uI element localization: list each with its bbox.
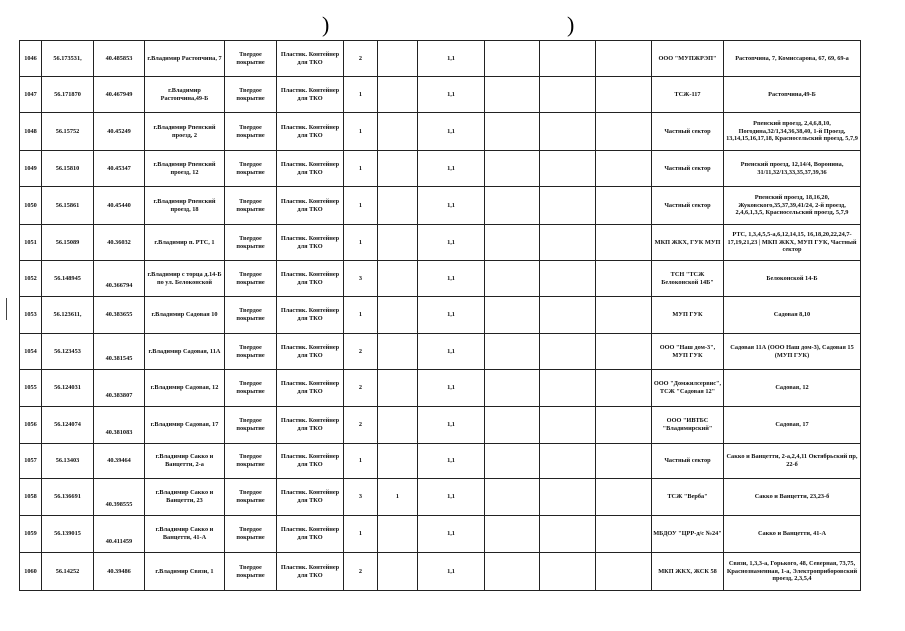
owner: ООО "МУПЖРЭП" [652,41,724,77]
served-objects: Растопчина,49-Б [724,77,861,113]
served-objects: Рпенский проезд, 18,16,20, Жуковского,35,37,39,41/24, 2-й проезд, 2,4,6,1,3,5, Красносельский проезд, 5,7,9 [724,187,861,225]
latitude: 56.139015 [42,516,94,553]
table-row [20,151,861,187]
table-row [20,444,861,479]
row-number: 1046 [20,41,42,77]
served-objects: Рпенский проезд, 2,4,6,8,10, Погодина,32/1,34,36,38,40, 1-й Проезд, 13,14,15,16,17,18, Красносельский проезд, 5,7,9 [724,113,861,151]
container-type: Пластик. Контейнер для ТКО [277,553,344,591]
empty-cell [596,225,652,261]
empty-cell [485,334,540,370]
scan-mark: ) [567,12,575,37]
latitude: 56.14252 [42,553,94,591]
longitude: 40.381083 [94,407,145,444]
row-number: 1056 [20,407,42,444]
row-number: 1053 [20,297,42,334]
longitude: 40.39464 [94,444,145,479]
latitude: 56.13403 [42,444,94,479]
latitude: 56.173531, [42,41,94,77]
longitude: 40.45249 [94,113,145,151]
container-type: Пластик. Контейнер для ТКО [277,77,344,113]
surface-type: Твердое покрытие [225,334,277,370]
row-number: 1057 [20,444,42,479]
container-volume: 1,1 [418,516,485,553]
container-count: 1 [344,151,378,187]
extra-count [378,113,418,151]
container-count: 2 [344,334,378,370]
row-number: 1054 [20,334,42,370]
address: г.Владимир Садовая, 11А [145,334,225,370]
empty-cell [596,261,652,297]
surface-type: Твердое покрытие [225,41,277,77]
extra-count [378,151,418,187]
empty-cell [485,113,540,151]
owner: Частный сектор [652,113,724,151]
table-row [20,113,861,151]
surface-type: Твердое покрытие [225,261,277,297]
longitude: 40.366794 [94,261,145,297]
longitude: 40.39486 [94,553,145,591]
owner: Частный сектор [652,151,724,187]
latitude: 56.15810 [42,151,94,187]
container-count: 3 [344,261,378,297]
latitude: 56.15861 [42,187,94,225]
container-type: Пластик. Контейнер для ТКО [277,407,344,444]
extra-count [378,261,418,297]
latitude: 56.123611, [42,297,94,334]
empty-cell [485,261,540,297]
owner: ТСЖ-117 [652,77,724,113]
container-volume: 1,1 [418,77,485,113]
empty-cell [596,113,652,151]
empty-cell [540,516,596,553]
container-type: Пластик. Контейнер для ТКО [277,444,344,479]
address: г.Владимир Связи, 1 [145,553,225,591]
container-type: Пластик. Контейнер для ТКО [277,516,344,553]
container-volume: 1,1 [418,334,485,370]
row-number: 1047 [20,77,42,113]
container-count: 1 [344,77,378,113]
empty-cell [596,444,652,479]
longitude: 40.398555 [94,479,145,516]
table-row [20,225,861,261]
empty-cell [596,479,652,516]
owner: МБДОУ "ЦРР-д/с №24" [652,516,724,553]
empty-cell [540,261,596,297]
extra-count [378,370,418,407]
empty-cell [485,297,540,334]
owner: МКП ЖКХ, ЖСК 58 [652,553,724,591]
container-type: Пластик. Контейнер для ТКО [277,41,344,77]
latitude: 56.136691 [42,479,94,516]
empty-cell [540,41,596,77]
table-row [20,187,861,225]
longitude: 40.45440 [94,187,145,225]
address: г.Владимир Сакко и Ванцетти, 23 [145,479,225,516]
empty-cell [540,113,596,151]
owner: ООО "ИВТБС "Владимирский" [652,407,724,444]
empty-cell [596,516,652,553]
empty-cell [485,41,540,77]
container-volume: 1,1 [418,553,485,591]
owner: ООО "Наш дом-3", МУП ГУК [652,334,724,370]
served-objects: Рпенский проезд, 12,14/4, Воронина, 31/11,32/13,33,35,37,39,36 [724,151,861,187]
longitude: 40.411459 [94,516,145,553]
address: г.Владимир Садовая, 17 [145,407,225,444]
table-row [20,261,861,297]
longitude: 40.383655 [94,297,145,334]
owner: Частный сектор [652,187,724,225]
container-volume: 1,1 [418,297,485,334]
latitude: 56.15089 [42,225,94,261]
longitude: 40.467949 [94,77,145,113]
container-volume: 1,1 [418,444,485,479]
empty-cell [485,77,540,113]
served-objects: Белоконской 14-Б [724,261,861,297]
table-row [20,479,861,516]
container-volume: 1,1 [418,187,485,225]
served-objects: Садовая 8,10 [724,297,861,334]
container-count: 2 [344,407,378,444]
longitude: 40.381545 [94,334,145,370]
container-count: 2 [344,41,378,77]
container-volume: 1,1 [418,225,485,261]
waste-sites-table [19,40,861,591]
container-type: Пластик. Контейнер для ТКО [277,370,344,407]
empty-cell [540,407,596,444]
container-count: 1 [344,297,378,334]
latitude: 56.15752 [42,113,94,151]
row-number: 1058 [20,479,42,516]
longitude: 40.36032 [94,225,145,261]
container-volume: 1,1 [418,151,485,187]
empty-cell [485,444,540,479]
empty-cell [596,334,652,370]
owner: ООО "Домжилсервис", ТСЖ "Садовая 12" [652,370,724,407]
container-count: 2 [344,553,378,591]
surface-type: Твердое покрытие [225,516,277,553]
address: г.Владимир Растопчина,49-Б [145,77,225,113]
container-count: 2 [344,370,378,407]
empty-cell [485,151,540,187]
address: г.Владимир Рпенский проезд, 18 [145,187,225,225]
surface-type: Твердое покрытие [225,370,277,407]
empty-cell [596,151,652,187]
empty-cell [596,187,652,225]
served-objects: Сакко и Ванцетти, 41-А [724,516,861,553]
empty-cell [540,370,596,407]
extra-count [378,553,418,591]
empty-cell [540,334,596,370]
surface-type: Твердое покрытие [225,225,277,261]
empty-cell [540,77,596,113]
served-objects: РТС, 1,3,4,5,5-а,6,12,14,15, 16,18,20,22,24,7-17,19,21,23 | МКП ЖКХ, МУП ГУК, Частный сектор [724,225,861,261]
empty-cell [540,151,596,187]
row-number: 1059 [20,516,42,553]
served-objects: Связи, 1,3,3-а, Горького, 48, Северная, 73,75, Краснознаменная, 1-а, Электроприборовский проезд, 2,3,5,4 [724,553,861,591]
served-objects: Растопчина, 7, Комиссарова, 67, 69, 69-а [724,41,861,77]
extra-count [378,77,418,113]
extra-count [378,187,418,225]
surface-type: Твердое покрытие [225,151,277,187]
owner: МКП ЖКХ, ГУК МУП [652,225,724,261]
empty-cell [485,370,540,407]
latitude: 56.123453 [42,334,94,370]
container-volume: 1,1 [418,370,485,407]
owner: МУП ГУК [652,297,724,334]
table-row [20,370,861,407]
served-objects: Сакко и Ванцетти, 2-а,2,4,11 Октябрьский пр, 22-б [724,444,861,479]
empty-cell [485,516,540,553]
container-count: 1 [344,187,378,225]
scan-mark: ) [322,12,330,37]
empty-cell [485,407,540,444]
container-type: Пластик. Контейнер для ТКО [277,261,344,297]
scan-edge-line [6,298,7,320]
empty-cell [540,553,596,591]
longitude: 40.383807 [94,370,145,407]
address: г.Владимир Садовая, 12 [145,370,225,407]
surface-type: Твердое покрытие [225,113,277,151]
owner: ТСЖ "Верба" [652,479,724,516]
surface-type: Твердое покрытие [225,77,277,113]
empty-cell [485,553,540,591]
address: г.Владимир Растопчина, 7 [145,41,225,77]
empty-cell [596,77,652,113]
container-type: Пластик. Контейнер для ТКО [277,187,344,225]
served-objects: Садовая, 12 [724,370,861,407]
empty-cell [596,41,652,77]
container-count: 1 [344,113,378,151]
container-type: Пластик. Контейнер для ТКО [277,113,344,151]
empty-cell [540,187,596,225]
container-count: 3 [344,479,378,516]
container-type: Пластик. Контейнер для ТКО [277,334,344,370]
container-volume: 1,1 [418,261,485,297]
served-objects: Сакко и Ванцетти, 23,23-б [724,479,861,516]
row-number: 1060 [20,553,42,591]
container-type: Пластик. Контейнер для ТКО [277,297,344,334]
table-row [20,407,861,444]
surface-type: Твердое покрытие [225,479,277,516]
owner: ТСН "ТСЖ Белоконской 14Б" [652,261,724,297]
empty-cell [596,407,652,444]
latitude: 56.148945 [42,261,94,297]
empty-cell [540,225,596,261]
row-number: 1052 [20,261,42,297]
surface-type: Твердое покрытие [225,297,277,334]
owner: Частный сектор [652,444,724,479]
address: г.Владимир Сакко и Ванцетти, 41-А [145,516,225,553]
empty-cell [485,479,540,516]
container-type: Пластик. Контейнер для ТКО [277,151,344,187]
empty-cell [596,297,652,334]
address: г.Владимир Рпенский проезд, 12 [145,151,225,187]
address: г.Владимир Рпенский проезд, 2 [145,113,225,151]
table-row [20,41,861,77]
extra-count: 1 [378,479,418,516]
latitude: 56.124074 [42,407,94,444]
address: г.Владимир п. РТС, 1 [145,225,225,261]
surface-type: Твердое покрытие [225,444,277,479]
longitude: 40.485853 [94,41,145,77]
empty-cell [540,479,596,516]
container-volume: 1,1 [418,113,485,151]
row-number: 1051 [20,225,42,261]
container-volume: 1,1 [418,407,485,444]
row-number: 1055 [20,370,42,407]
extra-count [378,41,418,77]
extra-count [378,225,418,261]
container-volume: 1,1 [418,41,485,77]
address: г.Владимир Сакко и Ванцетти, 2-а [145,444,225,479]
address: г.Владимир Садовая 10 [145,297,225,334]
latitude: 56.124031 [42,370,94,407]
served-objects: Садовая 11А (ООО Наш дом-3), Садовая 15 (МУП ГУК) [724,334,861,370]
table-row [20,516,861,553]
empty-cell [596,370,652,407]
table-row [20,297,861,334]
container-count: 1 [344,444,378,479]
surface-type: Твердое покрытие [225,187,277,225]
container-type: Пластик. Контейнер для ТКО [277,479,344,516]
row-number: 1049 [20,151,42,187]
container-count: 1 [344,225,378,261]
surface-type: Твердое покрытие [225,553,277,591]
row-number: 1048 [20,113,42,151]
table-row [20,553,861,591]
empty-cell [485,225,540,261]
empty-cell [596,553,652,591]
served-objects: Садовая, 17 [724,407,861,444]
table-row [20,334,861,370]
table-row [20,77,861,113]
extra-count [378,444,418,479]
container-volume: 1,1 [418,479,485,516]
container-type: Пластик. Контейнер для ТКО [277,225,344,261]
empty-cell [485,187,540,225]
extra-count [378,407,418,444]
container-count: 1 [344,516,378,553]
empty-cell [540,297,596,334]
extra-count [378,297,418,334]
row-number: 1050 [20,187,42,225]
extra-count [378,516,418,553]
address: г.Владимир с торца д.14-Б по ул. Белоконской [145,261,225,297]
extra-count [378,334,418,370]
empty-cell [540,444,596,479]
longitude: 40.45347 [94,151,145,187]
latitude: 56.171870 [42,77,94,113]
surface-type: Твердое покрытие [225,407,277,444]
